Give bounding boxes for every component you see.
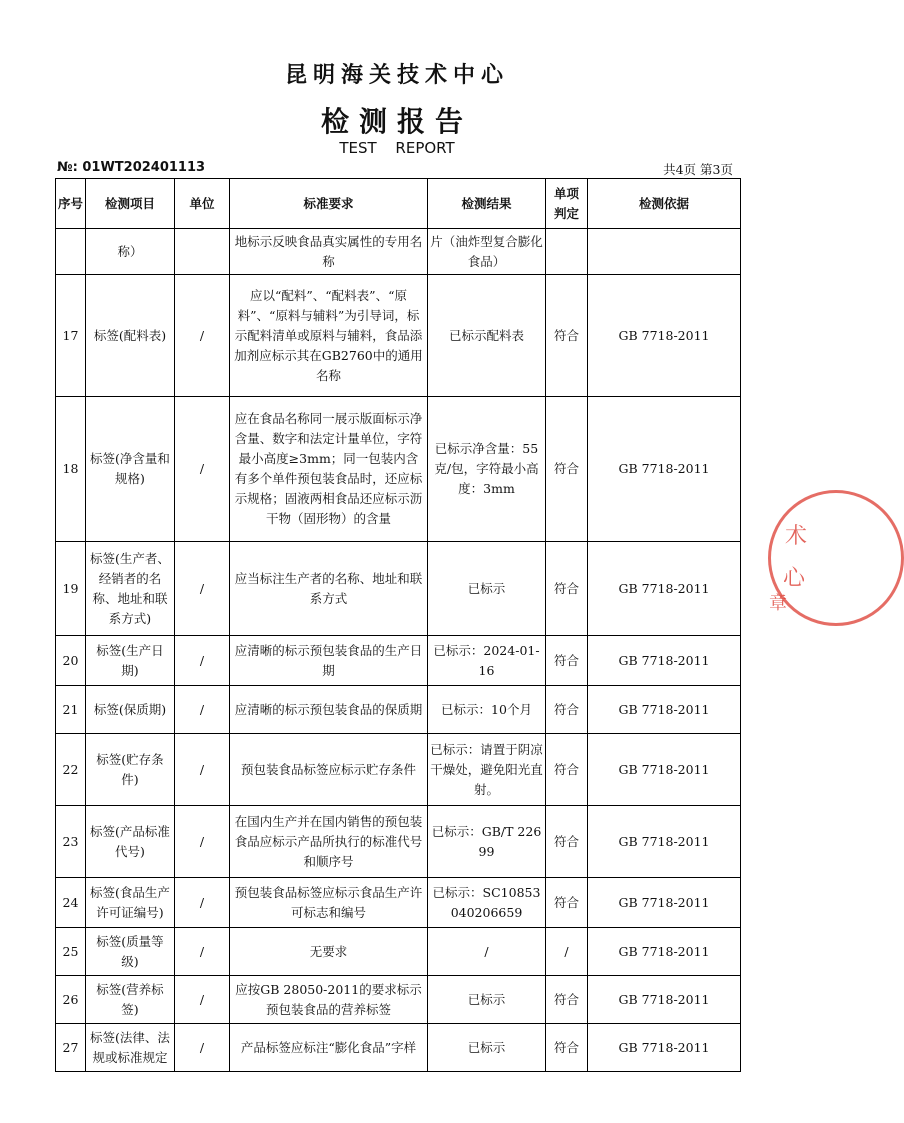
table-row [56,229,741,275]
col-header: 检测依据 [588,179,741,229]
test-result: 已标示配料表 [428,275,546,397]
judgement: 符合 [546,397,588,542]
test-item: 标签(食品生产许可证编号) [86,878,175,928]
unit: / [175,1024,230,1072]
test-basis: GB 7718-2011 [588,928,741,976]
unit: / [175,734,230,806]
unit: / [175,686,230,734]
judgement: 符合 [546,686,588,734]
test-result: 已标示：请置于阴凉干燥处，避免阳光直射。 [428,734,546,806]
col-header: 单项判定 [546,179,588,229]
col-header: 检测项目 [86,179,175,229]
test-basis: GB 7718-2011 [588,397,741,542]
test-item: 标签(贮存条件) [86,734,175,806]
test-basis: GB 7718-2011 [588,976,741,1024]
row-number: 22 [56,734,86,806]
unit: / [175,976,230,1024]
standard-requirement: 应按GB 28050-2011的要求标示预包装食品的营养标签 [230,976,428,1024]
standard-requirement: 应清晰的标示预包装食品的保质期 [230,686,428,734]
standard-requirement: 应当标注生产者的名称、地址和联系方式 [230,542,428,636]
judgement: 符合 [546,636,588,686]
unit: / [175,636,230,686]
table-row [56,806,741,878]
standard-requirement: 在国内生产并在国内销售的预包装食品应标示产品所执行的标准代号和顺序号 [230,806,428,878]
standard-requirement: 预包装食品标签应标示食品生产许可标志和编号 [230,878,428,928]
judgement: 符合 [546,275,588,397]
test-result: 已标示 [428,1024,546,1072]
standard-requirement: 应清晰的标示预包装食品的生产日期 [230,636,428,686]
test-item: 标签(营养标签) [86,976,175,1024]
standard-requirement: 地标示反映食品真实属性的专用名称 [230,229,428,275]
test-result: 已标示：SC10853040206659 [428,878,546,928]
test-basis [588,229,741,275]
table-header-row [56,179,741,229]
judgement: 符合 [546,1024,588,1072]
report-number: №: 01WT202401113 [57,160,206,175]
table-row [56,275,741,397]
test-basis: GB 7718-2011 [588,806,741,878]
judgement: / [546,928,588,976]
row-number: 17 [56,275,86,397]
test-basis: GB 7718-2011 [588,878,741,928]
test-basis: GB 7718-2011 [588,1024,741,1072]
judgement: 符合 [546,542,588,636]
seal-char: 章 [769,593,787,614]
test-item: 标签(生产日期) [86,636,175,686]
row-number [56,229,86,275]
test-result: 已标示 [428,542,546,636]
test-item: 称） [86,229,175,275]
judgement: 符合 [546,734,588,806]
test-item: 标签(生产者、经销者的名称、地址和联系方式) [86,542,175,636]
official-seal [768,490,904,626]
row-number: 19 [56,542,86,636]
test-basis: GB 7718-2011 [588,734,741,806]
table-row [56,636,741,686]
unit: / [175,542,230,636]
test-item: 标签(配料表) [86,275,175,397]
table-row [56,928,741,976]
test-item: 标签(产品标准代号) [86,806,175,878]
standard-requirement: 应在食品名称同一展示版面标示净含量、数字和法定计量单位，字符最小高度≥3mm；同一包装内含有多个单件预包装食品时，还应标示规格；固液两相食品还应标示沥干物（固形物）的含量 [230,397,428,542]
row-number: 27 [56,1024,86,1072]
test-result: / [428,928,546,976]
standard-requirement: 预包装食品标签应标示贮存条件 [230,734,428,806]
test-basis: GB 7718-2011 [588,686,741,734]
judgement [546,229,588,275]
col-header: 单位 [175,179,230,229]
row-number: 25 [56,928,86,976]
unit: / [175,806,230,878]
col-header: 标准要求 [230,179,428,229]
page-info: 共4页 第3页 [663,162,733,177]
unit [175,229,230,275]
col-header: 序号 [56,179,86,229]
test-result: 已标示：GB/T 22699 [428,806,546,878]
unit: / [175,878,230,928]
standard-requirement: 应以“配料”、“配料表”、“原料”、“原料与辅料”为引导词，标示配料清单或原料与辅料，食品添加剂应标示其在GB2760中的通用名称 [230,275,428,397]
test-result: 已标示 [428,976,546,1024]
judgement: 符合 [546,878,588,928]
unit: / [175,928,230,976]
row-number: 18 [56,397,86,542]
judgement: 符合 [546,806,588,878]
judgement: 符合 [546,976,588,1024]
row-number: 24 [56,878,86,928]
report-subtitle: TEST REPORT [339,139,455,157]
test-basis: GB 7718-2011 [588,275,741,397]
table-row [56,734,741,806]
seal-char: 术 [785,524,808,549]
test-basis: GB 7718-2011 [588,636,741,686]
test-result: 已标示：2024-01-16 [428,636,546,686]
standard-requirement: 产品标签应标注“膨化食品”字样 [230,1024,428,1072]
report-title: 检测报告 [320,105,473,138]
test-item: 标签(净含量和规格) [86,397,175,542]
org-name: 昆明海关技术中心 [284,62,509,88]
row-number: 26 [56,976,86,1024]
table-row [56,1024,741,1072]
row-number: 21 [56,686,86,734]
unit: / [175,275,230,397]
row-number: 23 [56,806,86,878]
test-item: 标签(质量等级) [86,928,175,976]
table-row [56,976,741,1024]
test-result: 已标示净含量：55克/包，字符最小高度：3mm [428,397,546,542]
results-table [55,178,741,1072]
table-row [56,542,741,636]
test-result: 已标示：10个月 [428,686,546,734]
test-basis: GB 7718-2011 [588,542,741,636]
col-header: 检测结果 [428,179,546,229]
row-number: 20 [56,636,86,686]
table-row [56,878,741,928]
test-result: 片（油炸型复合膨化食品） [428,229,546,275]
test-item: 标签(保质期) [86,686,175,734]
test-item: 标签(法律、法规或标准规定 [86,1024,175,1072]
table-row [56,397,741,542]
unit: / [175,397,230,542]
standard-requirement: 无要求 [230,928,428,976]
seal-char: 心 [783,566,806,591]
table-row [56,686,741,734]
